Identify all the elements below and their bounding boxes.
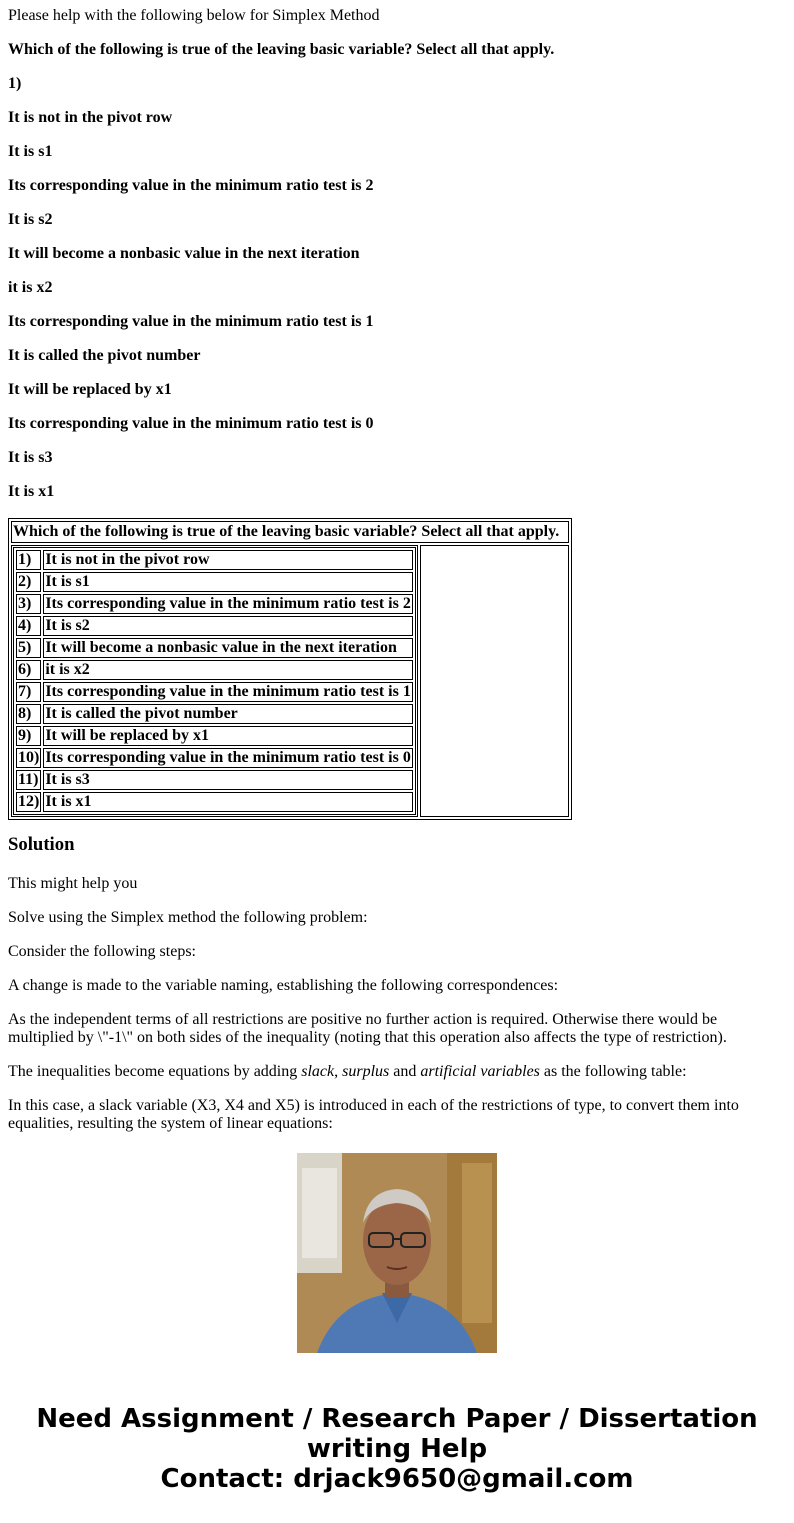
table-row [16, 682, 413, 702]
solution-heading: Solution [8, 834, 75, 855]
solution-paragraph: A change is made to the variable naming, establishing the following correspondences: [8, 977, 559, 994]
statement: It will become a nonbasic value in the next iteration [8, 245, 360, 262]
option-text: It is s1 [43, 572, 412, 592]
surplus-term: surplus [342, 1063, 390, 1080]
table-row [16, 572, 413, 592]
slack-term: slack [301, 1063, 335, 1080]
statement: It is s1 [8, 143, 53, 160]
option-number: 3) [16, 594, 41, 614]
option-text: it is x2 [43, 660, 412, 680]
text-span: , [334, 1063, 343, 1080]
option-number: 1) [16, 550, 41, 570]
statement: It is s3 [8, 449, 53, 466]
solution-paragraph [8, 1063, 778, 1081]
text-span: The inequalities become equations by adding [8, 1063, 302, 1080]
table-row [16, 704, 413, 724]
ad-line: Need Assignment / Research Paper / Dissertation [36, 1404, 758, 1434]
table-header: Which of the following is true of the leaving basic variable? Select all that apply. [11, 521, 569, 543]
option-text: It is called the pivot number [43, 704, 412, 724]
text-span: and [389, 1063, 421, 1080]
table-row [16, 770, 413, 790]
intro-text: Please help with the following below for Simplex Method [8, 7, 380, 24]
options-cell [11, 545, 418, 817]
statement: Its corresponding value in the minimum ratio test is 0 [8, 415, 374, 432]
option-number: 8) [16, 704, 41, 724]
statement: It is s2 [8, 211, 53, 228]
solution-paragraph: In this case, a slack variable (X3, X4 and X5) is introduced in each of the restrictions of type, to convert them into equalities, resulting the system of linear equations: [8, 1097, 739, 1132]
avatar-photo [297, 1153, 497, 1353]
ad-text [0, 1404, 794, 1494]
table-row [16, 550, 413, 570]
empty-cell [420, 545, 569, 817]
solution-paragraph: As the independent terms of all restrictions are positive no further action is required. Otherwise there would be multiplied by \"-1\" on both sides of the inequality (noting that this operation also affects the type of restriction). [8, 1011, 727, 1046]
options-table [13, 547, 416, 815]
table-row [16, 726, 413, 746]
option-text: It is not in the pivot row [43, 550, 412, 570]
option-text: It will become a nonbasic value in the next iteration [43, 638, 412, 658]
table-row [16, 748, 413, 768]
option-text: It is s2 [43, 616, 412, 636]
option-number: 2) [16, 572, 41, 592]
avatar [297, 1153, 497, 1353]
page-content [8, 0, 786, 1132]
option-number: 4) [16, 616, 41, 636]
option-number: 7) [16, 682, 41, 702]
solution-paragraph: Solve using the Simplex method the following problem: [8, 909, 368, 926]
statement: Its corresponding value in the minimum ratio test is 2 [8, 177, 374, 194]
statement: It will be replaced by x1 [8, 381, 172, 398]
option-number: 9) [16, 726, 41, 746]
statement: It is x1 [8, 483, 55, 500]
statement: it is x2 [8, 279, 53, 296]
ad-line: writing Help [306, 1434, 488, 1464]
statement: It is called the pivot number [8, 347, 201, 364]
artificial-term: artificial variables [420, 1063, 540, 1080]
option-text: It is s3 [43, 770, 412, 790]
option-number: 10) [18, 749, 40, 766]
question-table [8, 518, 572, 820]
solution-paragraph: Consider the following steps: [8, 943, 196, 960]
advertisement [0, 1123, 794, 1523]
table-row [16, 660, 413, 680]
option-number: 5) [16, 638, 41, 658]
statement: It is not in the pivot row [8, 109, 173, 126]
option-number: 1) [8, 75, 22, 92]
option-text: It will be replaced by x1 [43, 726, 412, 746]
statement: Its corresponding value in the minimum ratio test is 1 [8, 313, 374, 330]
option-text: Its corresponding value in the minimum ratio test is 0 [45, 749, 411, 766]
table-row [16, 792, 413, 812]
table-row [16, 638, 413, 658]
option-text: It is x1 [43, 792, 412, 812]
question-text: Which of the following is true of the leaving basic variable? Select all that apply. [8, 41, 555, 58]
table-row [16, 616, 413, 636]
text-span: as the following table: [539, 1063, 687, 1080]
option-number: 11) [16, 770, 41, 790]
option-number: 6) [16, 660, 41, 680]
option-text: Its corresponding value in the minimum ratio test is 1 [45, 683, 411, 700]
option-number: 12) [18, 793, 40, 810]
solution-paragraph: This might help you [8, 875, 138, 892]
table-row [16, 594, 413, 614]
option-text: Its corresponding value in the minimum ratio test is 2 [45, 595, 411, 612]
contact-email: Contact: drjack9650@gmail.com [160, 1464, 634, 1494]
